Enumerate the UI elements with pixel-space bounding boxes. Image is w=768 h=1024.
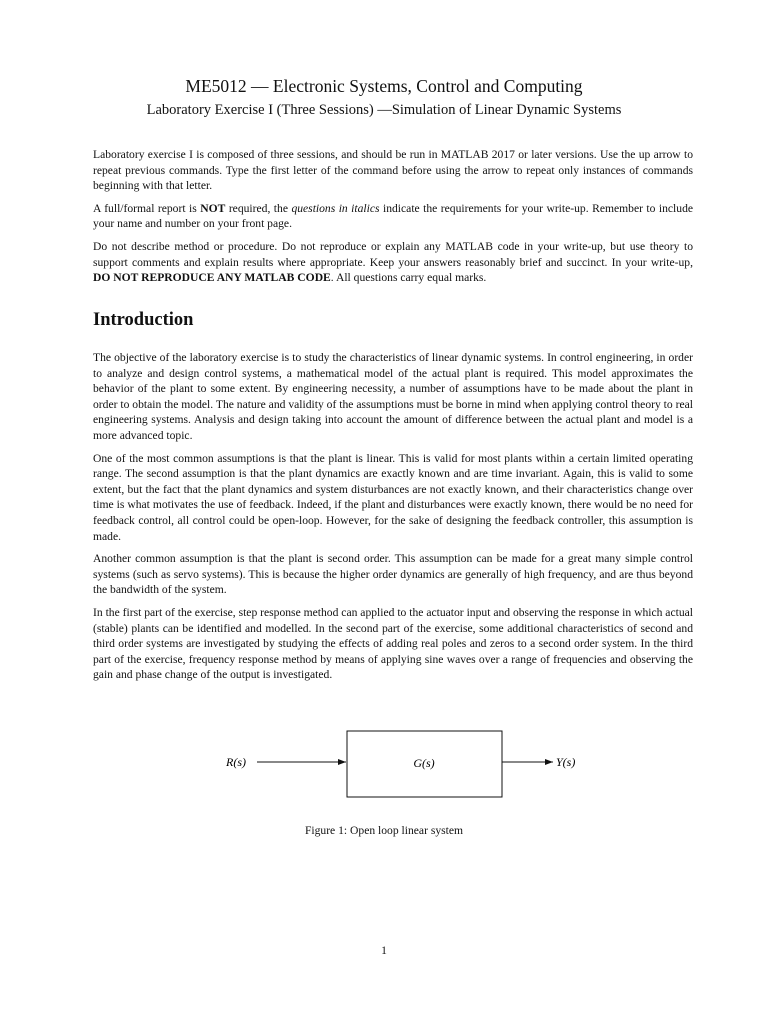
text-run: required, the [225,201,292,215]
section-paragraph: In the first part of the exercise, step response method can applied to the actuator input and observing the response in which actual (stable) plants can be identified and modelled. In the second part of the exercise, some additional characteristics of second and third order systems are investigated by studying the effects of adding real poles and zeros to a second order system. In the third part of the exercise, frequency response method by means of applying sine waves over a range of frequencies and observing the gain and phase change of the output is investigated. [93,605,693,682]
bold-text: DO NOT REPRODUCE ANY MATLAB CODE [93,271,331,285]
input-signal-label: R(s) [226,755,246,769]
section-paragraph: Another common assumption is that the plant is second order. This assumption can be made for a great many simple control systems (such as servo systems). This is because the higher order dynamics are generally of high frequency, and are thus beyond the bandwidth of the system. [93,552,693,597]
block-label: G(s) [413,756,435,770]
document-subtitle: Laboratory Exercise I (Three Sessions) —Simulation of Linear Dynamic Systems [146,102,622,118]
text-run: Do not describe method or procedure. Do not reproduce or explain any MATLAB code in your write-up, but use theory to support comments and explain results where appropriate. Keep your answers reasonably brief and succinct. In your write-up, [93,239,693,269]
section-body [93,350,693,690]
document-title: ME5012 — Electronic Systems, Control and Computing [185,76,583,96]
output-signal-label: Y(s) [556,755,576,769]
italic-text: questions in italics [291,201,380,215]
section-paragraph: One of the most common assumptions is that the plant is linear. This is valid for most plants within a certain limited operating range. The second assumption is that the plant dynamics are exactly known and are time invariant. Again, this is valid to some extent, but the fact that the plant dynamics and system disturbances are not exactly known, and their characteristics change over time is what motivates the use of feedback. Indeed, if the plant and disturbances were exactly known, there would be no need for feedback control, all control could be open-loop. However, for the sake of designing the feedback controller, this assumption is made. [93,451,693,543]
section-heading: Introduction [93,310,194,330]
text-run: indicate the requirements for your write-up. Remember to include your name and number on your front page. [93,201,694,231]
page-number: 1 [381,944,387,957]
preamble [93,147,693,293]
block-diagram [210,725,610,805]
figure-caption: Figure 1: Open loop linear system [304,824,464,837]
preamble-paragraph-1: Laboratory exercise I is composed of three sessions, and should be run in MATLAB 2017 or later versions. Use the up arrow to repeat previous commands. Type the first letter of the command before using the arrow to repeat only instances of commands beginning with that letter. [93,148,693,193]
preamble-paragraph-2 [93,201,693,232]
text-run: A full/formal report is [93,201,201,215]
section-paragraph: The objective of the laboratory exercise is to study the characteristics of linear dynamic systems. In control engineering, in order to analyze and design control systems, a mathematical model of the actual plant is required. This model approximates the behavior of the plant to some extent. By engineering necessity, a number of assumptions have to be made about the plant in order to obtain the model. The nature and validity of the assumptions must be borne in mind when applying control theory to real engineering systems. Analysis and design taking into account the amount of difference between the actual plant and model is a more advanced topic. [93,351,693,442]
bold-text: NOT [200,201,226,215]
text-run: . All questions carry equal marks. [330,271,487,285]
preamble-paragraph-3 [93,239,693,286]
